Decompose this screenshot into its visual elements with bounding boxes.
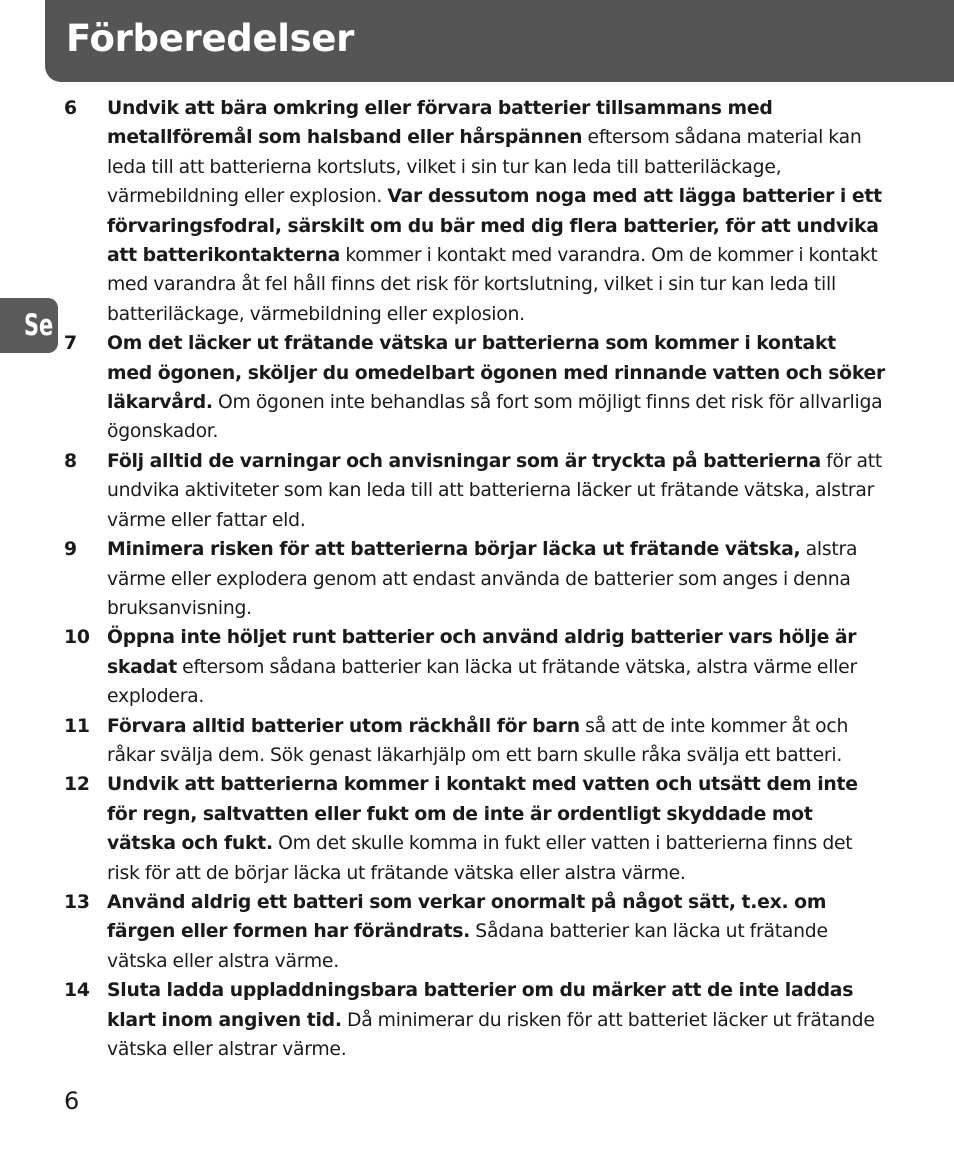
item-emphasis: Följ alltid de varningar och anvisningar som är tryckta på batterierna	[107, 450, 821, 472]
item-text: eftersom sådana batterier kan läcka ut frätande vätska, alstra värme eller explodera.	[107, 656, 857, 708]
item-emphasis: Var dessutom noga med att lägga batterier i ett förvaringsfodral, särskilt om du bär med dig flera batterier, för att undvika att batterikontakterna	[107, 186, 882, 267]
item-text: Om ögonen inte behandlas så fort som möjligt finns det risk för allvarliga ögonskador.	[107, 392, 883, 443]
item-number: 14	[64, 980, 90, 1002]
item-number: 13	[64, 891, 90, 913]
item-number: 11	[64, 715, 90, 737]
item-emphasis: Undvik att bära omkring eller förvara batterier tillsammans med metallföremål som halsband eller hårspännen	[107, 98, 773, 149]
list-item	[64, 535, 886, 623]
item-text: Sådana batterier kan läcka ut frätande vätska eller alstra värme.	[107, 921, 828, 972]
item-text: alstra värme eller explodera genom att endast använda de batterier som anges i denna bruksanvisning.	[107, 539, 858, 619]
language-tab-label: Se	[24, 308, 54, 342]
item-number: 7	[64, 333, 77, 355]
list-item	[64, 976, 886, 1064]
list-item	[64, 770, 886, 888]
item-emphasis: Använd aldrig ett batteri som verkar onormalt på något sätt, t.ex. om färgen eller formen har förändrats.	[107, 891, 827, 943]
item-number: 6	[64, 98, 77, 119]
item-emphasis: Om det läcker ut frätande vätska ur batterierna som kommer i kontakt med ögonen, sköljer du omedelbart ögonen med rinnande vatten och söker läkarvård.	[107, 333, 886, 414]
item-text: Då minimerar du risken för att batteriet läcker ut frätande vätska eller alstrar värme.	[107, 1009, 875, 1060]
warnings-list	[64, 94, 886, 1064]
list-item	[64, 623, 886, 711]
item-number: 9	[64, 539, 77, 561]
item-emphasis: Öppna inte höljet runt batterier och använd aldrig batterier vars hölje är skadat	[107, 627, 857, 678]
item-text: så att de inte kommer åt och råkar svälja dem. Sök genast läkarhjälp om ett barn skulle råka svälja ett batteri.	[107, 715, 849, 766]
item-emphasis: Undvik att batterierna kommer i kontakt med vatten och utsätt dem inte för regn, saltvatten eller fukt om de inte är ordentligt skyddade mot vätska och fukt.	[107, 774, 858, 855]
list-item	[64, 94, 886, 329]
page-title: Förberedelser	[66, 17, 355, 60]
item-emphasis: Minimera risken för att batterierna börjar läcka ut frätande vätska,	[107, 539, 801, 561]
item-text: eftersom sådana material kan leda till att batterierna kortsluts, vilket i sin tur kan leda till batteriläckage, värmebildning eller explosion.	[107, 127, 862, 208]
page-number: 6	[64, 1087, 80, 1115]
item-text: Om det skulle komma in fukt eller vatten i batterierna finns det risk för att de börjar läcka ut frätande vätska eller alstra värme.	[107, 833, 853, 884]
item-emphasis: Sluta ladda uppladdningsbara batterier om du märker att de inte laddas klart inom angiven tid.	[107, 980, 854, 1031]
item-emphasis: Förvara alltid batterier utom räckhåll för barn	[107, 715, 580, 737]
list-item	[64, 888, 886, 976]
list-item	[64, 712, 886, 771]
list-item	[64, 329, 886, 447]
item-number: 12	[64, 774, 90, 796]
item-number: 10	[64, 627, 90, 649]
item-text: för att undvika aktiviteter som kan leda till att batterierna läcker ut frätande vätska, alstrar värme eller fattar eld.	[107, 450, 882, 531]
item-number: 8	[64, 450, 77, 472]
item-text: kommer i kontakt med varandra. Om de kommer i kontakt med varandra åt fel håll finns det risk för kortslutning, vilket i sin tur kan leda till batteriläckage, värmebildning eller explosion.	[107, 245, 878, 325]
list-item	[64, 447, 886, 535]
